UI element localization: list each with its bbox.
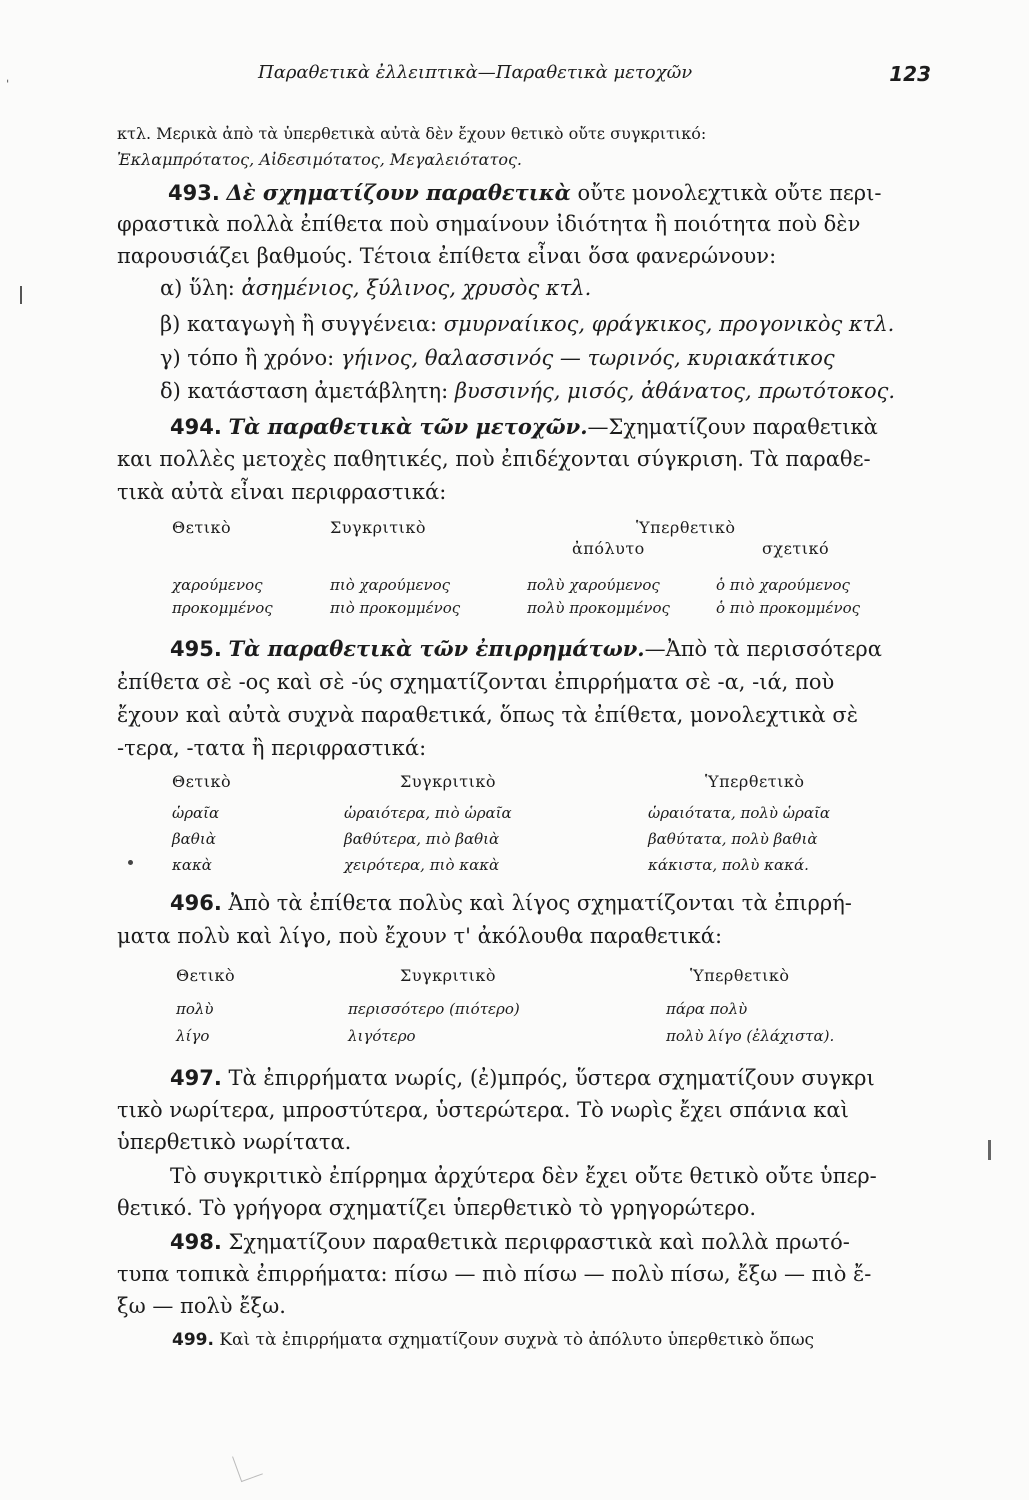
running-title: Παραθετικὰ ἐλλειπτικὰ—Παραθετικὰ μετοχῶν bbox=[258, 62, 693, 83]
table-cell: πιὸ χαρούμενος bbox=[330, 576, 451, 594]
section-496-line-1 bbox=[170, 891, 962, 915]
table-cell: χαρούμενος bbox=[172, 576, 263, 594]
scan-speck bbox=[232, 1449, 263, 1482]
table-cell: βαθύτερα, πιὸ βαθιὰ bbox=[344, 830, 500, 848]
text: Ἀπὸ τὰ ἐπίθετα πολὺς καὶ λίγος σχηματίζονται τὰ ἐπιρρή- bbox=[221, 891, 852, 915]
sub-header: σχετικό bbox=[762, 539, 830, 558]
section-495-line-4: -τερα, -τατα ἢ περιφραστικά: bbox=[117, 736, 427, 760]
page-number: 123 bbox=[889, 62, 931, 86]
list-examples: ἀσημένιος, ξύλινος, χρυσὸς κτλ. bbox=[241, 276, 592, 300]
table-cell: ὁ πιὸ χαρούμενος bbox=[716, 576, 850, 594]
table-cell: βαθύτατα, πολὺ βαθιὰ bbox=[648, 830, 818, 848]
list-examples: γήινος, θαλασσινός — τωρινός, κυριακάτικος bbox=[340, 346, 835, 370]
table-cell: λιγότερο bbox=[348, 1027, 416, 1045]
table-cell: πιὸ προκομμένος bbox=[330, 599, 461, 617]
table-cell: κάκιστα, πολὺ κακά. bbox=[648, 856, 809, 874]
section-497-para2-line-2: θετικό. Τὸ γρήγορα σχηματίζει ὑπερθετικὸ τὸ γρηγορώτερο. bbox=[117, 1196, 757, 1220]
list-item bbox=[160, 346, 952, 370]
scan-speck bbox=[20, 286, 22, 304]
text: —Ἀπὸ τὰ περισσότερα bbox=[644, 637, 882, 661]
section-495-line-1 bbox=[170, 636, 962, 661]
col-header: Θετικὸ bbox=[176, 966, 236, 985]
intro-line-1: κτλ. Μερικὰ ἀπὸ τὰ ὑπερθετικὰ αὐτὰ δὲν ἔχουν θετικὸ οὔτε συγκριτικό: bbox=[117, 124, 707, 143]
section-497-para2-line-1: Τὸ συγκριτικὸ ἐπίρρημα ἀρχύτερα δὲν ἔχει οὔτε θετικὸ οὔτε ὑπερ- bbox=[170, 1164, 877, 1188]
scan-speck: ˌ bbox=[6, 70, 10, 84]
col-header: Συγκριτικὸ bbox=[330, 518, 427, 537]
list-label: γ) τόπο ἢ χρόνο: bbox=[160, 346, 341, 370]
table-cell: πολὺ bbox=[176, 1000, 214, 1018]
sub-header: ἀπόλυτο bbox=[572, 539, 645, 558]
list-item bbox=[160, 276, 952, 300]
section-number: 494. bbox=[170, 415, 222, 439]
list-label: β) καταγωγὴ ἢ συγγένεια: bbox=[160, 312, 444, 336]
list-item bbox=[160, 312, 952, 336]
section-497-line-3: ὑπερθετικὸ νωρίτατα. bbox=[117, 1130, 352, 1154]
table-cell: περισσότερο (πιότερο) bbox=[348, 1000, 520, 1018]
section-498-line-2: τυπα τοπικὰ ἐπιρρήματα: πίσω — πιὸ πίσω — πολὺ πίσω, ἔξω — πιὸ ἔ- bbox=[117, 1262, 872, 1286]
col-header: Ὑπερθετικὸ bbox=[636, 518, 736, 537]
col-header: Θετικὸ bbox=[172, 772, 232, 791]
list-examples: βυσσινής, μισός, ἀθάνατος, πρωτότοκος. bbox=[454, 379, 896, 403]
col-header: Θετικὸ bbox=[172, 518, 232, 537]
table-cell: πολὺ χαρούμενος bbox=[527, 576, 660, 594]
table-cell: ὡραῖα bbox=[172, 804, 220, 822]
table-cell: πάρα πολὺ bbox=[666, 1000, 748, 1018]
section-493-line-3: παρουσιάζει βαθμούς. Τέτοια ἐπίθετα εἶναι ὅσα φανερώνουν: bbox=[117, 244, 777, 268]
section-number: 497. bbox=[170, 1066, 222, 1090]
section-number: 499. bbox=[172, 1330, 214, 1350]
section-498-line-1 bbox=[170, 1230, 962, 1254]
section-494-line-1 bbox=[170, 414, 962, 439]
table-cell: πολὺ λίγο (ἐλάχιστα). bbox=[666, 1027, 835, 1045]
col-header: Ὑπερθετικὸ bbox=[705, 772, 805, 791]
text: Τὰ ἐπιρρήματα νωρίς, (ἐ)μπρός, ὕστερα σχηματίζουν συγκρι bbox=[221, 1066, 875, 1090]
table-cell: λίγο bbox=[176, 1027, 210, 1045]
text: οὔτε μονολεχτικὰ οὔτε περι- bbox=[570, 181, 882, 205]
section-494-line-3: τικὰ αὐτὰ εἶναι περιφραστικά: bbox=[117, 480, 447, 504]
table-cell: χειρότερα, πιὸ κακὰ bbox=[344, 856, 500, 874]
table-cell: κακὰ bbox=[172, 856, 212, 874]
table-cell: πολὺ προκομμένος bbox=[527, 599, 670, 617]
col-header: Συγκριτικὸ bbox=[400, 966, 497, 985]
text: Καὶ τὰ ἐπιρρήματα σχηματίζουν συχνὰ τὸ ἀπόλυτο ὑπερθετικὸ ὅπως bbox=[213, 1330, 815, 1350]
section-493-line-2: φραστικὰ πολλὰ ἐπίθετα ποὺ σημαίνουν ἰδιότητα ἢ ποιότητα ποὺ δὲν bbox=[117, 212, 861, 236]
section-heading: Δὲ σχηματίζουν παραθετικὰ bbox=[226, 180, 571, 205]
section-493-line-1 bbox=[168, 180, 960, 205]
section-499-line-1 bbox=[172, 1330, 964, 1350]
section-498-line-3: ξω — πολὺ ἔξω. bbox=[117, 1294, 286, 1318]
section-number: 496. bbox=[170, 891, 222, 915]
table-cell: ὁ πιὸ προκομμένος bbox=[716, 599, 861, 617]
intro-line-2: Ἐκλαμπρότατος, Αἰδεσιμότατος, Μεγαλειότατος. bbox=[117, 150, 523, 169]
section-heading: Τὰ παραθετικὰ τῶν μετοχῶν. bbox=[228, 414, 588, 439]
section-497-line-2: τικὸ νωρίτερα, μπροστύτερα, ὑστερώτερα. Τὸ νωρὶς ἔχει σπάνια καὶ bbox=[117, 1098, 849, 1122]
col-header: Ὑπερθετικὸ bbox=[690, 966, 790, 985]
list-item bbox=[160, 379, 952, 403]
scan-speck bbox=[128, 860, 133, 865]
table-cell: προκομμένος bbox=[172, 599, 273, 617]
section-number: 493. bbox=[168, 181, 220, 205]
section-494-line-2: και πολλὲς μετοχὲς παθητικές, ποὺ ἐπιδέχονται σύγκριση. Τὰ παραθε- bbox=[117, 447, 871, 471]
table-cell: ὡραιότερα, πιὸ ὡραῖα bbox=[344, 804, 512, 822]
col-header: Συγκριτικὸ bbox=[400, 772, 497, 791]
section-495-line-2: ἐπίθετα σὲ -ος καὶ σὲ -ύς σχηματίζονται ἐπιρρήματα σὲ -α, -ιά, ποὺ bbox=[117, 670, 835, 694]
section-number: 498. bbox=[170, 1230, 222, 1254]
table-cell: ὡραιότατα, πολὺ ὡραῖα bbox=[648, 804, 830, 822]
text: Σχηματίζουν παραθετικὰ περιφραστικὰ καὶ πολλὰ πρωτό- bbox=[221, 1230, 850, 1254]
text: —Σχηματίζουν παραθετικὰ bbox=[587, 415, 878, 439]
section-495-line-3: ἔχουν καὶ αὐτὰ συχνὰ παραθετικά, ὅπως τὰ ἐπίθετα, μονολεχτικὰ σὲ bbox=[117, 703, 858, 727]
list-label: α) ὕλη: bbox=[160, 276, 242, 300]
list-examples: σμυρναίικος, φράγκικος, προγονικὸς κτλ. bbox=[443, 312, 895, 336]
section-497-line-1 bbox=[170, 1066, 962, 1090]
table-cell: βαθιὰ bbox=[172, 830, 216, 848]
section-496-line-2: ματα πολὺ καὶ λίγο, ποὺ ἔχουν τ' ἀκόλουθα παραθετικά: bbox=[117, 924, 723, 948]
list-label: δ) κατάσταση ἀμετάβλητη: bbox=[160, 379, 455, 403]
section-heading: Τὰ παραθετικὰ τῶν ἐπιρρημάτων. bbox=[228, 636, 645, 661]
scan-speck bbox=[988, 1140, 991, 1160]
section-number: 495. bbox=[170, 637, 222, 661]
